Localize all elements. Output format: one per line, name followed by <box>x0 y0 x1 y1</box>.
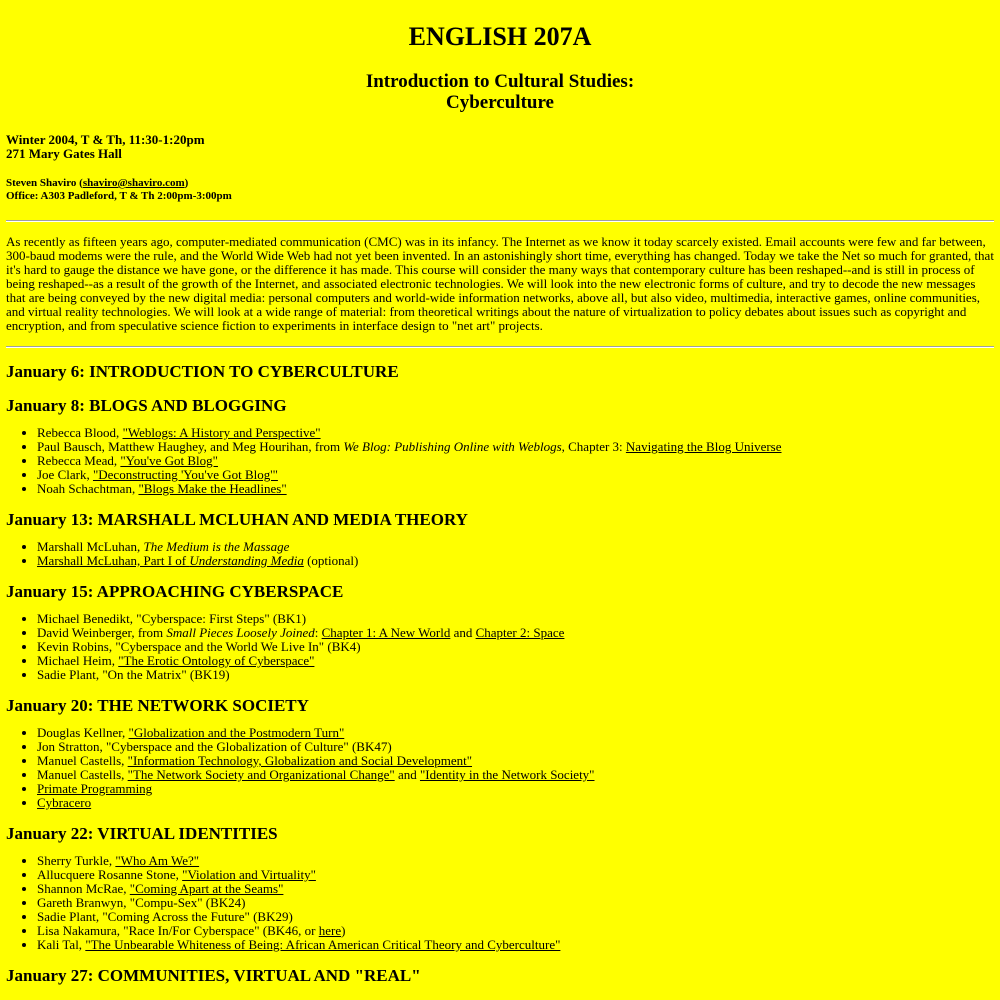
list-item: • Michael Benedikt, "Cyberspace: First Steps" (BK1) <box>37 612 994 626</box>
reading-link[interactable] <box>37 553 304 568</box>
reading-link[interactable]: here <box>318 923 342 938</box>
author: Allucquere Rosanne Stone, <box>37 867 183 882</box>
author: Sherry Turkle, <box>37 853 116 868</box>
author: Kali Tal, <box>37 937 86 952</box>
paren: ) <box>341 923 346 938</box>
author: Manuel Castells, <box>37 753 128 768</box>
list-item <box>37 796 994 810</box>
course-title: ENGLISH 207A <box>408 22 592 51</box>
reading-link[interactable]: "Identity in the Network Society" <box>419 767 595 782</box>
author: Shannon McRae, <box>37 881 130 896</box>
list-item <box>37 468 994 482</box>
reading-list <box>6 612 994 682</box>
section-heading: January 15: APPROACHING CYBERSPACE <box>6 582 344 601</box>
chapter-label: , Chapter 3: <box>561 439 626 454</box>
reading-link[interactable]: "The Erotic Ontology of Cyberspace" <box>118 653 315 668</box>
list-item: • Kevin Robins, "Cyberspace and the World We Live In" (BK4) <box>37 640 994 654</box>
list-item <box>37 626 994 640</box>
book-title: We Blog: Publishing Online with Weblogs <box>343 439 562 454</box>
list-item: • Sadie Plant, "On the Matrix" (BK19) <box>37 668 994 682</box>
course-description: As recently as fifteen years ago, computer-mediated communication (CMC) was in its infancy. The Internet as we know it today scarcely existed. Email accounts were few and far between, 300-baud modems were the rule, and the World Wide Web had not yet been invented. In an astonishingly short time, everything has changed. Today we take the Net so much for granted, that it's hard to gauge the distance we have gone, or the difference it has made. This course will consider the many ways that contemporary culture has been reshaped--and is still in process of being reshaped--as a result of the growth of the Internet, and associated electronic technologies. We will look into the new electronic forms of culture, and try to decode the new messages that are being conveyed by the new digital media: personal computers and world-wide information networks, above all, but also video, multimedia, interactive games, online communities, and virtual reality technologies. We will look at a wide range of material: from theoretical writings about the nature of virtualization to policy debates about issues such as copyright and encryption, and from speculative science fiction to experiments in interface design to "net art" projects. <box>6 234 994 333</box>
conjunction: and <box>394 767 420 782</box>
list-item <box>37 554 994 568</box>
author: Paul Bausch, Matthew Haughey, and Meg Hourihan, from <box>37 439 344 454</box>
list-item <box>37 726 994 740</box>
author: Marshall McLuhan, <box>37 539 144 554</box>
reading-link[interactable]: "Blogs Make the Headlines" <box>138 481 287 496</box>
section-heading: January 20: THE NETWORK SOCIETY <box>6 696 309 715</box>
reading-link[interactable]: "Information Technology, Globalization and Social Development" <box>127 753 473 768</box>
section-heading: January 6: INTRODUCTION TO CYBERCULTURE <box>6 362 399 381</box>
course-subtitle <box>6 71 994 113</box>
list-item <box>37 482 994 496</box>
reading-list <box>6 426 994 496</box>
list-item <box>37 540 994 554</box>
list-item <box>37 768 994 782</box>
author: Noah Schachtman, <box>37 481 139 496</box>
author: Rebecca Mead, <box>37 453 121 468</box>
book-title: The Medium is the Massage <box>143 539 290 554</box>
list-item <box>37 440 994 454</box>
list-item: • Sadie Plant, "Coming Across the Future" (BK29) <box>37 910 994 924</box>
reading-list <box>6 540 994 568</box>
list-item <box>37 654 994 668</box>
reading-link[interactable]: "Globalization and the Postmodern Turn" <box>128 725 345 740</box>
list-item <box>37 868 994 882</box>
section-heading: January 13: MARSHALL MCLUHAN AND MEDIA THEORY <box>6 510 468 529</box>
schedule: Winter 2004, T & Th, 11:30-1:20pm <box>6 132 205 147</box>
section-heading: January 22: VIRTUAL IDENTITIES <box>6 824 278 843</box>
reading-link[interactable]: Cybracero <box>37 795 92 810</box>
instructor-email-link[interactable]: shaviro@shaviro.com <box>82 177 185 189</box>
list-item <box>37 454 994 468</box>
subtitle-line-2: Cyberculture <box>445 92 554 113</box>
author: Manuel Castells, <box>37 767 128 782</box>
list-item <box>37 938 994 952</box>
list-item <box>37 754 994 768</box>
divider <box>6 220 994 222</box>
office-hours: Office: A303 Padleford, T & Th 2:00pm-3:00pm <box>6 190 232 202</box>
author: Michael Heim, <box>37 653 119 668</box>
section-heading: January 27: COMMUNITIES, VIRTUAL AND "REAL" <box>6 966 421 985</box>
author: Lisa Nakamura, "Race In/For Cyberspace" (BK46, or <box>37 923 319 938</box>
conjunction: and <box>450 625 476 640</box>
list-item <box>37 924 994 938</box>
list-item: • Jon Stratton, "Cyberspace and the Globalization of Culture" (BK47) <box>37 740 994 754</box>
note: (optional) <box>303 553 359 568</box>
list-item: • Gareth Branwyn, "Compu-Sex" (BK24) <box>37 896 994 910</box>
author: Douglas Kellner, <box>37 725 129 740</box>
reading-link[interactable]: Chapter 1: A New World <box>321 625 451 640</box>
list-item <box>37 854 994 868</box>
list-item <box>37 882 994 896</box>
author: Joe Clark, <box>37 467 93 482</box>
author: Rebecca Blood, <box>37 425 123 440</box>
reading-link[interactable]: Navigating the Blog Universe <box>625 439 782 454</box>
instructor-paren: ) <box>184 177 189 189</box>
link-text: Marshall McLuhan, Part I of <box>37 553 190 568</box>
reading-link[interactable]: "Coming Apart at the Seams" <box>129 881 284 896</box>
book-title: Understanding Media <box>189 553 304 568</box>
subtitle-line-1: Introduction to Cultural Studies: <box>365 71 635 92</box>
instructor-info <box>6 177 994 203</box>
instructor-name: Steven Shaviro ( <box>6 177 83 189</box>
separator: : <box>314 625 322 640</box>
room: 271 Mary Gates Hall <box>6 146 122 161</box>
list-item <box>37 782 994 796</box>
reading-list <box>6 726 994 810</box>
class-info <box>6 133 994 161</box>
reading-link[interactable]: Chapter 2: Space <box>475 625 565 640</box>
reading-link[interactable]: "Who Am We?" <box>115 853 200 868</box>
reading-link[interactable]: "You've Got Blog" <box>120 453 218 468</box>
reading-link[interactable]: "Violation and Virtuality" <box>182 867 316 882</box>
reading-list <box>6 854 994 952</box>
reading-link[interactable]: "Weblogs: A History and Perspective" <box>122 425 321 440</box>
book-title: Small Pieces Loosely Joined <box>166 625 315 640</box>
reading-link[interactable]: Primate Programming <box>37 781 153 796</box>
section-heading: January 8: BLOGS AND BLOGGING <box>6 396 287 415</box>
list-item <box>37 426 994 440</box>
reading-link[interactable]: "The Network Society and Organizational Change" <box>127 767 395 782</box>
reading-link[interactable]: "The Unbearable Whiteness of Being: African American Critical Theory and Cyberculture" <box>85 937 561 952</box>
reading-link[interactable]: "Deconstructing 'You've Got Blog'" <box>92 467 278 482</box>
divider <box>6 346 994 348</box>
author: David Weinberger, from <box>37 625 167 640</box>
